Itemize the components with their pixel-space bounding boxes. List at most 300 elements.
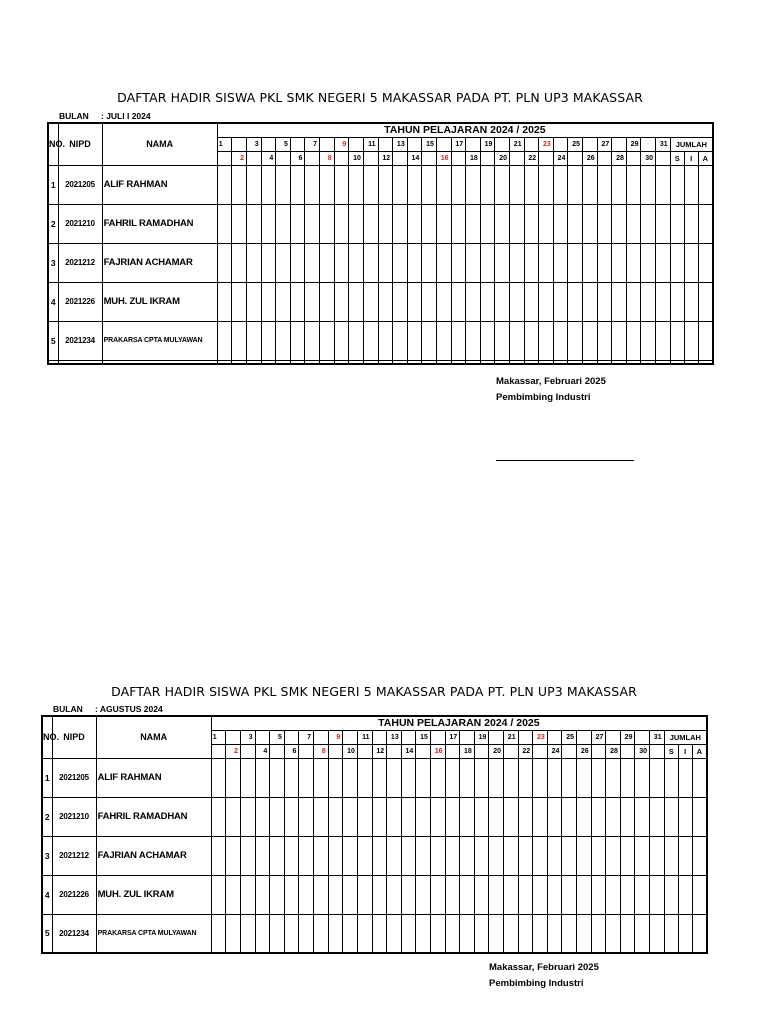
attendance-cell (518, 914, 533, 953)
attendance-cell (489, 758, 504, 797)
student-row (48, 282, 713, 321)
attendance-cell (217, 282, 232, 321)
attendance-cell (255, 797, 270, 836)
attendance-cell (407, 321, 422, 360)
student-name: FAHRIL RAMADHAN (96, 797, 211, 836)
attendance-cell (393, 321, 408, 360)
attendance-cell (678, 758, 692, 797)
day-cell-blank (509, 151, 524, 165)
student-name: MUH. ZUL IKRAM (96, 875, 211, 914)
attendance-cell (416, 836, 431, 875)
attendance-cell (664, 875, 678, 914)
tail-cell (305, 360, 320, 364)
attendance-cell (357, 758, 372, 797)
day-cell: 13 (393, 137, 408, 151)
tail-cell (48, 360, 58, 364)
attendance-cell (261, 282, 276, 321)
attendance-cell (656, 165, 671, 204)
attendance-cell (241, 836, 256, 875)
attendance-cell (422, 204, 437, 243)
day-cell: 4 (255, 744, 270, 758)
attendance-cell (320, 243, 335, 282)
day-cell-blank (320, 137, 335, 151)
day-cell: 6 (290, 151, 305, 165)
attendance-cell (416, 914, 431, 953)
attendance-cell (226, 797, 241, 836)
signer-role: Pembimbing Industri (489, 978, 584, 989)
attendance-cell (314, 836, 329, 875)
attendance-cell (495, 282, 510, 321)
nama-header: NAMA (96, 716, 211, 758)
attendance-cell (656, 282, 671, 321)
attendance-cell (276, 282, 291, 321)
student-row (42, 914, 707, 953)
attendance-cell (363, 321, 378, 360)
attendance-cell (684, 243, 698, 282)
attendance-cell (320, 282, 335, 321)
tail-cell (495, 360, 510, 364)
attendance-cell (284, 758, 299, 797)
attendance-cell (612, 282, 627, 321)
attendance-cell (474, 836, 489, 875)
attendance-cell (474, 758, 489, 797)
attendance-cell (232, 204, 247, 243)
student-no: 4 (48, 282, 58, 321)
day-cell: 10 (343, 744, 358, 758)
day-cell-blank (495, 137, 510, 151)
attendance-cell (299, 758, 314, 797)
attendance-cell (577, 914, 592, 953)
day-cell: 11 (363, 137, 378, 151)
attendance-cell (480, 321, 495, 360)
attendance-cell (445, 797, 460, 836)
attendance-cell (577, 836, 592, 875)
student-row (48, 165, 713, 204)
attendance-cell (684, 282, 698, 321)
student-nipd: 2021212 (52, 836, 96, 875)
attendance-cell (357, 836, 372, 875)
attendance-cell (591, 797, 606, 836)
attendance-cell (606, 758, 621, 797)
school-year-header: TAHUN PELAJARAN 2024 / 2025 (211, 716, 707, 730)
student-row (42, 797, 707, 836)
attendance-cell (276, 165, 291, 204)
attendance-cell (349, 165, 364, 204)
attendance-cell (290, 204, 305, 243)
attendance-cell (261, 321, 276, 360)
attendance-cell (635, 914, 650, 953)
attendance-cell (328, 914, 343, 953)
day-cell: 31 (650, 730, 665, 744)
day-cell-blank (270, 744, 285, 758)
tail-cell (568, 360, 583, 364)
attendance-cell (349, 204, 364, 243)
attendance-cell (334, 165, 349, 204)
attendance-cell (270, 914, 285, 953)
tail-cell (247, 360, 262, 364)
attendance-cell (597, 165, 612, 204)
attendance-cell (670, 321, 684, 360)
day-cell: 14 (407, 151, 422, 165)
attendance-cell (247, 321, 262, 360)
tail-cell (232, 360, 247, 364)
attendance-cell (692, 758, 707, 797)
attendance-cell (678, 875, 692, 914)
attendance-cell (533, 836, 548, 875)
attendance-cell (650, 914, 665, 953)
day-cell-blank (656, 151, 671, 165)
student-no: 5 (42, 914, 52, 953)
attendance-cell (460, 797, 475, 836)
attendance-cell (612, 165, 627, 204)
attendance-cell (562, 914, 577, 953)
attendance-cell (509, 204, 524, 243)
attendance-cell (539, 321, 554, 360)
day-cell-blank (407, 137, 422, 151)
day-cell-blank (357, 744, 372, 758)
attendance-cell (305, 243, 320, 282)
day-cell: 1 (211, 730, 226, 744)
day-cell: 7 (305, 137, 320, 151)
attendance-cell (650, 875, 665, 914)
attendance-cell (334, 282, 349, 321)
attendance-cell (656, 321, 671, 360)
attendance-cell (270, 758, 285, 797)
attendance-cell (597, 243, 612, 282)
sheet-title: DAFTAR HADIR SISWA PKL SMK NEGERI 5 MAKASSAR PADA PT. PLN UP3 MAKASSAR (111, 684, 637, 699)
attendance-cell (562, 758, 577, 797)
attendance-cell (276, 321, 291, 360)
attendance-cell (641, 282, 656, 321)
attendance-cell (524, 321, 539, 360)
tail-cell (626, 360, 641, 364)
attendance-cell (518, 758, 533, 797)
attendance-table (47, 122, 714, 365)
attendance-cell (698, 165, 713, 204)
attendance-cell (422, 243, 437, 282)
tail-cell (641, 360, 656, 364)
attendance-cell (314, 914, 329, 953)
attendance-cell (656, 204, 671, 243)
tail-cell (290, 360, 305, 364)
attendance-cell (612, 321, 627, 360)
attendance-cell (211, 875, 226, 914)
attendance-cell (217, 204, 232, 243)
attendance-cell (241, 875, 256, 914)
attendance-cell (641, 321, 656, 360)
day-cell: 29 (620, 730, 635, 744)
attendance-cell (466, 243, 481, 282)
day-cell: 15 (422, 137, 437, 151)
day-cell: 15 (416, 730, 431, 744)
day-cell: 8 (314, 744, 329, 758)
attendance-cell (401, 797, 416, 836)
attendance-cell (583, 165, 598, 204)
attendance-cell (489, 875, 504, 914)
day-cell-blank (372, 730, 387, 744)
tail-cell (656, 360, 671, 364)
attendance-cell (635, 875, 650, 914)
tail-cell (58, 360, 102, 364)
student-nipd: 2021234 (52, 914, 96, 953)
day-cell: 25 (568, 137, 583, 151)
student-name: FAHRIL RAMADHAN (102, 204, 217, 243)
attendance-cell (372, 875, 387, 914)
tail-cell (684, 360, 698, 364)
attendance-cell (460, 914, 475, 953)
attendance-cell (684, 165, 698, 204)
attendance-cell (503, 836, 518, 875)
student-no: 2 (42, 797, 52, 836)
attendance-cell (553, 243, 568, 282)
attendance-cell (232, 243, 247, 282)
day-cell-blank (349, 137, 364, 151)
attendance-cell (407, 165, 422, 204)
attendance-cell (480, 282, 495, 321)
attendance-cell (518, 797, 533, 836)
attendance-cell (387, 914, 402, 953)
school-year-header: TAHUN PELAJARAN 2024 / 2025 (217, 123, 713, 137)
attendance-cell (553, 282, 568, 321)
attendance-cell (299, 914, 314, 953)
day-cell-blank (211, 744, 226, 758)
student-name: FAJRIAN ACHAMAR (96, 836, 211, 875)
attendance-cell (328, 797, 343, 836)
day-cell: 23 (533, 730, 548, 744)
day-cell: 31 (656, 137, 671, 151)
attendance-cell (290, 282, 305, 321)
attendance-cell (436, 321, 451, 360)
attendance-cell (664, 758, 678, 797)
attendance-cell (489, 836, 504, 875)
day-cell-blank (451, 151, 466, 165)
attendance-cell (261, 243, 276, 282)
attendance-cell (401, 836, 416, 875)
day-cell-blank (416, 744, 431, 758)
attendance-cell (299, 797, 314, 836)
attendance-cell (436, 204, 451, 243)
attendance-cell (553, 165, 568, 204)
attendance-cell (670, 282, 684, 321)
attendance-cell (518, 836, 533, 875)
attendance-cell (539, 165, 554, 204)
day-cell-blank (533, 744, 548, 758)
attendance-cell (597, 321, 612, 360)
attendance-cell (436, 282, 451, 321)
attendance-cell (357, 914, 372, 953)
day-cell-blank (650, 744, 665, 758)
day-cell-blank (226, 730, 241, 744)
day-cell-blank (393, 151, 408, 165)
tail-cell (261, 360, 276, 364)
day-cell-blank (299, 744, 314, 758)
attendance-cell (226, 758, 241, 797)
day-cell: 18 (460, 744, 475, 758)
attendance-cell (698, 282, 713, 321)
attendance-cell (650, 758, 665, 797)
day-cell-blank (314, 730, 329, 744)
day-cell: 12 (378, 151, 393, 165)
attendance-cell (284, 914, 299, 953)
attendance-cell (349, 282, 364, 321)
day-cell: 3 (247, 137, 262, 151)
attendance-cell (290, 321, 305, 360)
attendance-cell (577, 758, 592, 797)
attendance-cell (562, 797, 577, 836)
jumlah-header: JUMLAH (670, 137, 713, 151)
attendance-cell (430, 797, 445, 836)
no-header: NO. (48, 123, 58, 165)
attendance-cell (343, 758, 358, 797)
attendance-cell (495, 165, 510, 204)
attendance-cell (664, 836, 678, 875)
day-cell-blank (255, 730, 270, 744)
attendance-cell (474, 914, 489, 953)
day-cell: 17 (445, 730, 460, 744)
attendance-cell (255, 914, 270, 953)
day-cell-blank (378, 137, 393, 151)
signature-block (496, 374, 606, 406)
student-no: 4 (42, 875, 52, 914)
attendance-cell (509, 165, 524, 204)
attendance-cell (445, 836, 460, 875)
tail-cell (320, 360, 335, 364)
attendance-cell (518, 875, 533, 914)
attendance-cell (553, 204, 568, 243)
permit-header: I (678, 744, 692, 758)
attendance-cell (577, 875, 592, 914)
tail-cell (407, 360, 422, 364)
tail-cell (509, 360, 524, 364)
day-cell-blank (217, 151, 232, 165)
day-cell-blank (276, 151, 291, 165)
day-cell-blank (305, 151, 320, 165)
attendance-cell (547, 875, 562, 914)
month-label: BULAN (59, 111, 89, 121)
day-cell-blank (518, 730, 533, 744)
month-line (53, 704, 163, 714)
day-cell: 30 (635, 744, 650, 758)
attendance-cell (422, 282, 437, 321)
attendance-cell (416, 758, 431, 797)
day-cell: 1 (217, 137, 232, 151)
attendance-cell (503, 797, 518, 836)
attendance-cell (393, 243, 408, 282)
attendance-cell (393, 282, 408, 321)
attendance-cell (678, 914, 692, 953)
attendance-cell (547, 758, 562, 797)
attendance-cell (387, 758, 402, 797)
day-cell: 12 (372, 744, 387, 758)
jumlah-header: JUMLAH (664, 730, 707, 744)
attendance-cell (290, 165, 305, 204)
attendance-cell (357, 875, 372, 914)
attendance-cell (363, 243, 378, 282)
attendance-cell (612, 204, 627, 243)
attendance-cell (416, 797, 431, 836)
student-row (48, 243, 713, 282)
day-cell-blank (241, 744, 256, 758)
attendance-cell (606, 797, 621, 836)
day-cell-blank (328, 744, 343, 758)
day-cell-blank (503, 744, 518, 758)
attendance-cell (451, 165, 466, 204)
day-cell: 24 (553, 151, 568, 165)
attendance-cell (299, 836, 314, 875)
attendance-cell (698, 243, 713, 282)
city-date: Makassar, Februari 2025 (489, 962, 599, 973)
nipd-header: NIPD (58, 123, 102, 165)
attendance-cell (641, 165, 656, 204)
attendance-cell (430, 758, 445, 797)
day-cell-blank (445, 744, 460, 758)
tail-cell (334, 360, 349, 364)
day-cell: 20 (495, 151, 510, 165)
attendance-cell (378, 282, 393, 321)
attendance-cell (656, 243, 671, 282)
attendance-cell (226, 836, 241, 875)
tail-cell (451, 360, 466, 364)
signer-role: Pembimbing Industri (496, 392, 591, 403)
student-no: 3 (42, 836, 52, 875)
day-cell: 14 (401, 744, 416, 758)
attendance-cell (466, 204, 481, 243)
student-no: 2 (48, 204, 58, 243)
attendance-cell (670, 204, 684, 243)
attendance-cell (466, 321, 481, 360)
student-nipd: 2021212 (58, 243, 102, 282)
day-cell-blank (577, 730, 592, 744)
attendance-cell (290, 243, 305, 282)
attendance-cell (641, 243, 656, 282)
attendance-cell (480, 204, 495, 243)
student-name: PRAKARSA CPTA MULYAWAN (96, 914, 211, 953)
day-cell: 21 (509, 137, 524, 151)
day-cell-blank (591, 744, 606, 758)
day-cell-blank (232, 137, 247, 151)
student-no: 5 (48, 321, 58, 360)
day-cell: 10 (349, 151, 364, 165)
attendance-cell (568, 165, 583, 204)
day-cell-blank (612, 137, 627, 151)
attendance-cell (698, 321, 713, 360)
day-cell-blank (460, 730, 475, 744)
attendance-cell (343, 914, 358, 953)
attendance-cell (357, 797, 372, 836)
attendance-cell (255, 758, 270, 797)
attendance-cell (620, 758, 635, 797)
day-cell: 5 (276, 137, 291, 151)
attendance-cell (480, 243, 495, 282)
student-nipd: 2021210 (52, 797, 96, 836)
tail-cell (349, 360, 364, 364)
attendance-cell (401, 914, 416, 953)
attendance-cell (314, 758, 329, 797)
attendance-cell (626, 321, 641, 360)
day-cell-blank (480, 151, 495, 165)
attendance-cell (247, 282, 262, 321)
attendance-cell (211, 914, 226, 953)
student-row (42, 758, 707, 797)
day-cell: 17 (451, 137, 466, 151)
attendance-cell (211, 836, 226, 875)
day-cell: 27 (591, 730, 606, 744)
day-cell-blank (284, 730, 299, 744)
day-cell: 16 (430, 744, 445, 758)
attendance-cell (626, 204, 641, 243)
attendance-cell (495, 321, 510, 360)
day-cell-blank (401, 730, 416, 744)
